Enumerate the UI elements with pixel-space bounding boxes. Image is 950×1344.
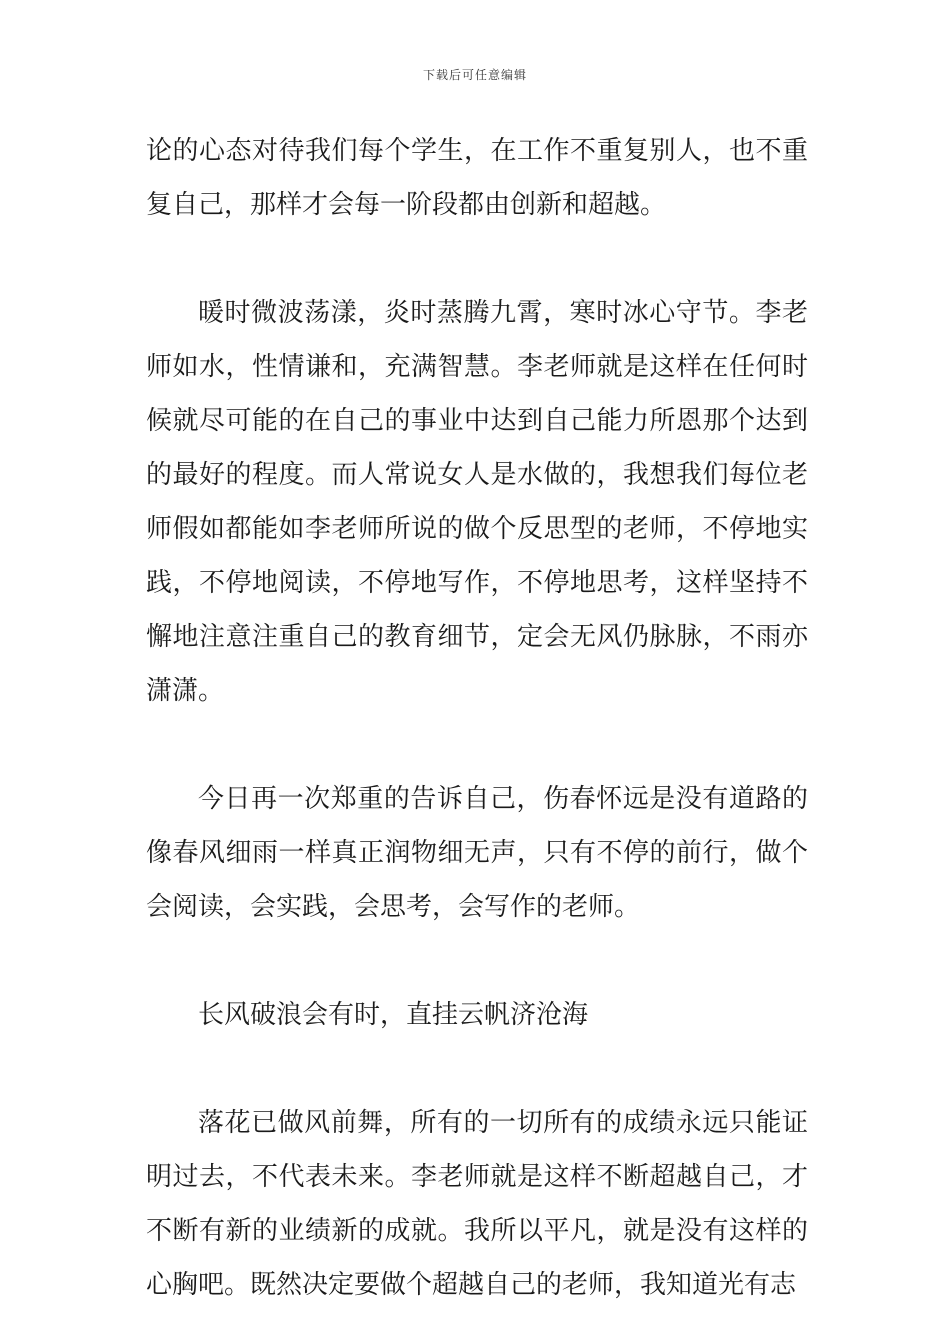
paragraph-poem-line: 长风破浪会有时，直挂云帆济沧海 xyxy=(198,1000,589,1030)
document-body xyxy=(146,124,808,1312)
paragraph-continuation: 论的心态对待我们每个学生，在工作不重复别人，也不重复自己，那样才会每一阶段都由创新和超越。 xyxy=(146,136,808,220)
paragraph-falling-flowers: 落花已做风前舞，所有的一切所有的成绩永远只能证明过去，不代表未来。李老师就是这样不断超越自己，才不断有新的业绩新的成就。我所以平凡，就是没有这样的心胸吧。既然决定要做个超越自己的老师，我知道光有志 xyxy=(146,1108,808,1300)
paragraph-water-metaphor: 暖时微波荡漾，炎时蒸腾九霄，寒时冰心守节。李老师如水，性情谦和，充满智慧。李老师就是这样在任何时候就尽可能的在自己的事业中达到自己能力所恩那个达到的最好的程度。而人常说女人是水做的，我想我们每位老师假如都能如李老师所说的做个反思型的老师，不停地实践，不停地阅读，不停地写作，不停地思考，这样坚持不懈地注意注重自己的教育细节，定会无风仍脉脉，不雨亦潇潇。 xyxy=(146,298,808,706)
paragraph-reminder: 今日再一次郑重的告诉自己，伤春怀远是没有道路的像春风细雨一样真正润物细无声，只有不停的前行，做个会阅读，会实践，会思考，会写作的老师。 xyxy=(146,784,808,922)
page-header: 下载后可任意编辑 xyxy=(422,68,527,82)
